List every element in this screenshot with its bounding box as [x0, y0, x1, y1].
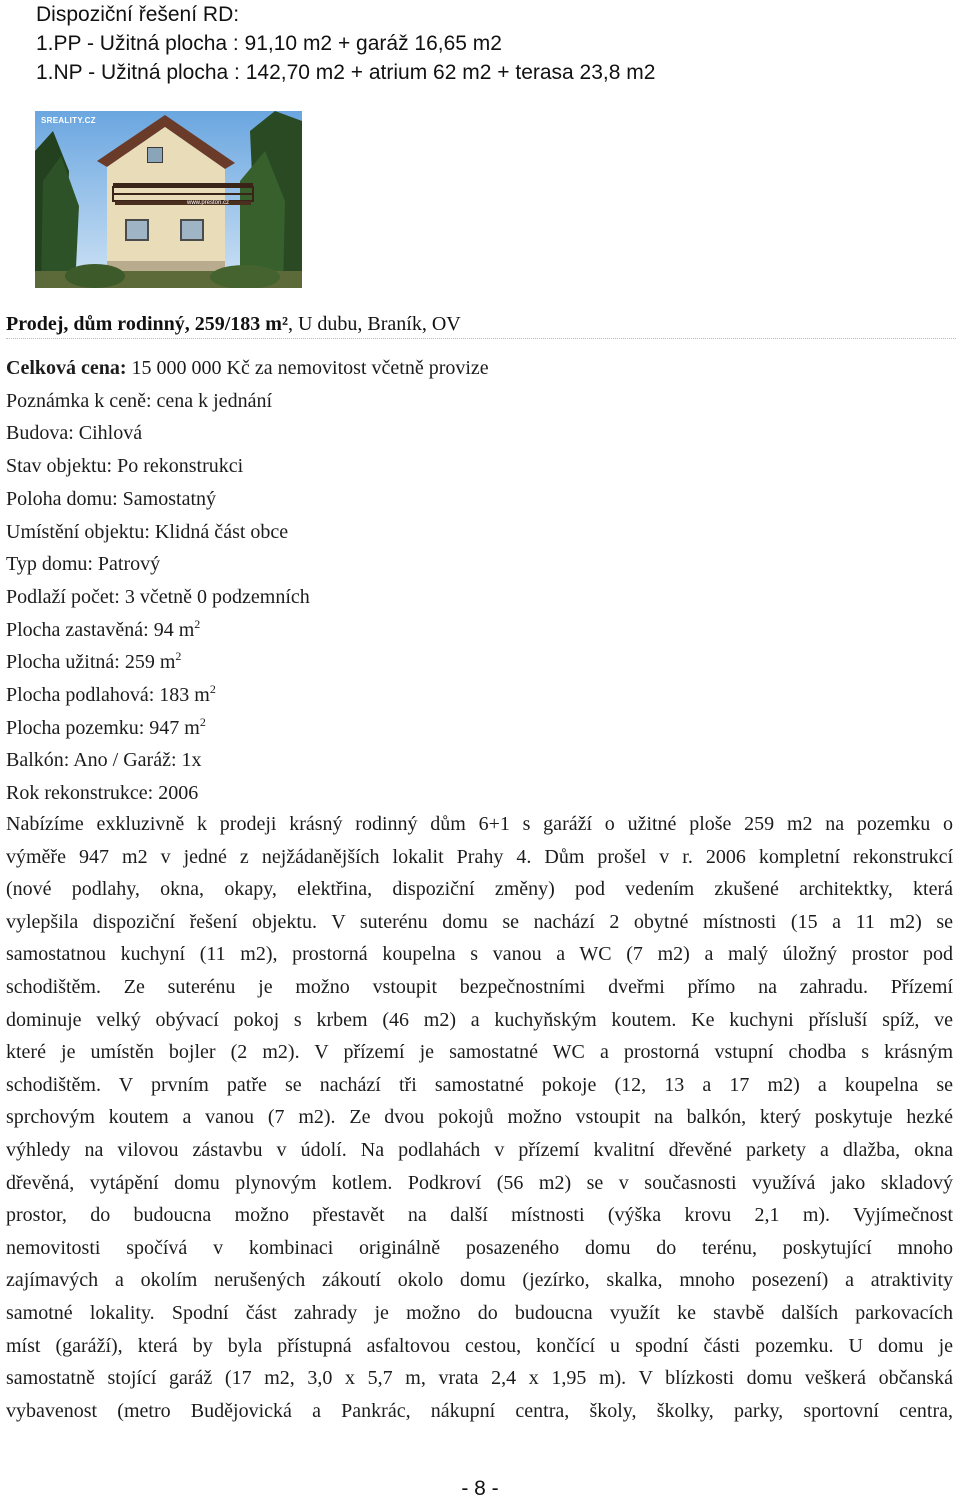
sreality-watermark: SREALITY.CZ — [41, 116, 96, 125]
description-line: míst (garáží), která by byla přístupná asfaltovou cestou, končící u spodní části pozemku. U domu je — [6, 1334, 953, 1357]
description-line: samostatnou kuchyní (11 m2), prostorná koupelna s vanou a WC (7 m2) a malý úložný prostor pod — [6, 943, 953, 966]
property-description — [6, 808, 953, 1427]
layout-header — [36, 0, 655, 87]
area-row — [6, 712, 489, 745]
listing-title — [6, 311, 461, 337]
area-unit-exponent: 2 — [175, 649, 182, 664]
property-parameters — [6, 352, 489, 810]
param-row: Typ domu: Patrový — [6, 553, 161, 576]
area-text: Plocha užitná: 259 m — [6, 651, 176, 674]
preston-watermark: www.preston.cz — [187, 200, 230, 206]
description-line: schodištěm. V prvním patře se nachází tři samostatné pokoje (12, 13 a 17 m2) a koupelna se — [6, 1073, 953, 1096]
param-row: Poloha domu: Samostatný — [6, 487, 216, 510]
house-photo — [35, 111, 302, 288]
layout-heading: Dispoziční řešení RD: — [36, 3, 240, 26]
param-row: Umístění objektu: Klidná část obce — [6, 520, 289, 543]
description-line: výměře 947 m2 v jedné z nejžádanějších lokalit Prahy 4. Dům prošel v r. 2006 kompletní rekonstrukcí — [6, 845, 953, 868]
ground-floor-area-line: 1.NP - Užitná plocha : 142,70 m2 + atrium 62 m2 + terasa 23,8 m2 — [36, 61, 656, 84]
description-line: výhledy na vilovou zástavbu v údolí. Na podlahách v přízemí kvalitní dřevěné parkety a dlažba, okna — [6, 1138, 953, 1161]
description-line: vybavenost (metro Budějovická a Pankrác, nákupní centra, školy, školky, parky, sportovní centra, — [6, 1399, 953, 1422]
description-line: dřevěná, vytápění domu plynovým kotlem. Podkroví (56 m2) se v současnosti využívá jako skladový — [6, 1171, 953, 1194]
area-text: Plocha zastavěná: 94 m — [6, 618, 195, 641]
description-line: které je umístěn bojler (2 m2). V přízemí je samostatné WC a prostorná vstupní chodba s krásným — [6, 1041, 953, 1064]
area-row — [6, 679, 489, 712]
page-number: - 8 - — [461, 1477, 499, 1500]
price-row — [6, 352, 489, 385]
area-row — [6, 614, 489, 647]
param-row: Poznámka k ceně: cena k jednání — [6, 389, 272, 412]
description-line: sprchovým koutem a vanou (7 m2). Ze dvou pokojů možno vstoupit na balkón, který poskytuje hezké — [6, 1106, 953, 1129]
description-line: samostatně stojící garáž (17 m2, 3,0 x 5,7 m, vrata 2,4 x 1,95 m). V blízkosti domu veškerá občanská — [6, 1367, 953, 1390]
area-text: Plocha pozemku: 947 m — [6, 716, 200, 739]
description-line: vylepšila dispoziční řešení objektu. V suterénu domu se nachází 2 obytné místnosti (15 a 11 m2) se — [6, 910, 953, 933]
description-line: dominuje velký obývací pokoj s krbem (46 m2) a kuchyňským koutem. Ke kuchyni přísluší spíž, ve — [6, 1008, 953, 1031]
param-row: Podlaží počet: 3 včetně 0 podzemních — [6, 585, 310, 608]
dotted-separator — [6, 338, 956, 339]
param-row: Balkón: Ano / Garáž: 1x — [6, 749, 202, 772]
area-row — [6, 646, 489, 679]
area-unit-exponent: 2 — [209, 682, 216, 697]
description-line: Nabízíme exkluzivně k prodeji krásný rodinný dům 6+1 s garáží o užitné ploše 259 m2 na pozemku o — [6, 813, 953, 835]
param-row: Rok rekonstrukce: 2006 — [6, 782, 199, 805]
area-unit-exponent: 2 — [194, 616, 201, 631]
listing-title-bold: Prodej, dům rodinný, 259/183 m² — [6, 313, 288, 335]
house-illustration — [35, 111, 302, 288]
param-row: Stav objektu: Po rekonstrukci — [6, 455, 244, 478]
area-text: Plocha podlahová: 183 m — [6, 684, 210, 707]
description-line: prostor, do budoucna možno přestavět na další místnosti (výška krovu 2,1 m). Vyjímečnost — [6, 1204, 953, 1227]
param-row: Budova: Cihlová — [6, 422, 143, 445]
listing-title-rest: , U dubu, Braník, OV — [287, 313, 461, 335]
description-line: nemovitosti spočívá v kombinaci originálně posazeného domu do terénu, poskytující mnoho — [6, 1236, 953, 1259]
price-label: Celková cena: — [6, 357, 127, 379]
description-line: schodištěm. Ze suterénu je možno vstoupit bezpečnostními dveřmi přímo na zahradu. Přízemí — [6, 975, 953, 998]
basement-area-line: 1.PP - Užitná plocha : 91,10 m2 + garáž 16,65 m2 — [36, 32, 502, 55]
description-line: samotné lokality. Spodní část zahrady je možno do budoucna využít ke stavbě dalších parkovacích — [6, 1301, 953, 1324]
description-line: zajímavých a okolím nerušených zákoutí okolo domu (jezírko, skalka, mnoho posezení) a atraktivity — [6, 1269, 953, 1292]
area-unit-exponent: 2 — [199, 714, 206, 729]
description-line: (nové podlahy, okna, okapy, elektřina, dispoziční změny) pod vedením zkušené architektky, která — [6, 878, 953, 901]
price-value: 15 000 000 Kč za nemovitost včetně provize — [126, 357, 489, 379]
